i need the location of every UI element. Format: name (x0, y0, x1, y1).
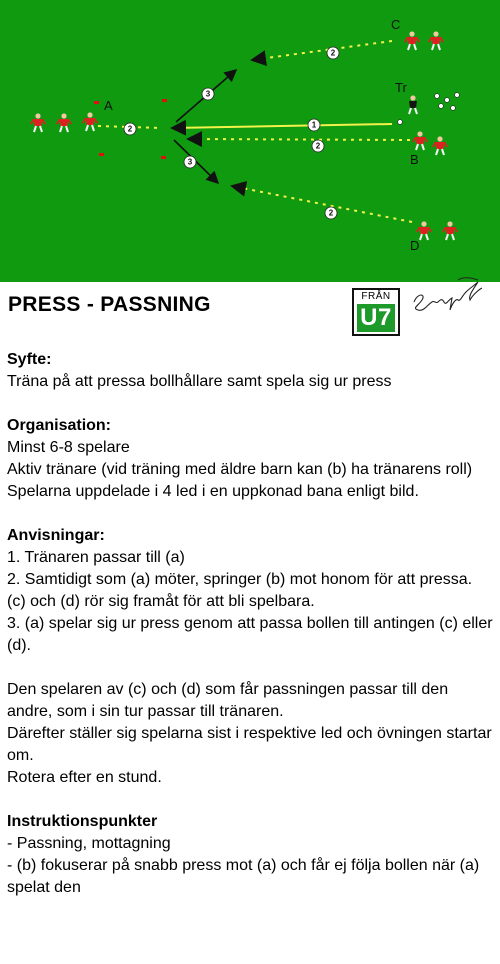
svg-text:2: 2 (315, 141, 321, 151)
section-text: 2. Samtidigt som (a) möter, springer (b) mot honom för att pressa. (c) och (d) rör sig framåt för att bli spelbara. (7, 571, 473, 610)
age-badge-value: U7 (357, 304, 395, 332)
label-c: C (391, 17, 401, 32)
label-d: D (410, 238, 420, 253)
section-extra (7, 679, 495, 789)
section-text: 3. (a) spelar sig ur press genom att passa bollen till antingen (c) eller (d). (7, 615, 493, 654)
section-heading: Syfte: (7, 351, 52, 368)
pass-number-2-middle (312, 140, 324, 152)
section-text: Träna på att pressa bollhållare samt spela sig ur press (7, 373, 392, 390)
section-syfte (7, 349, 495, 393)
section-text: - Passning, mottagning (7, 835, 171, 852)
signature (408, 270, 488, 320)
pass-number-2-left (124, 123, 136, 135)
section-text: Därefter ställer sig spelarna sist i respektive led och övningen startar om. (7, 725, 492, 764)
section-text: Spelarna uppdelade i 4 led i en uppkonad bana enligt bild. (7, 483, 419, 500)
svg-text:2: 2 (328, 208, 334, 218)
section-text: 1. Tränaren passar till (a) (7, 549, 185, 566)
svg-text:3: 3 (205, 89, 211, 99)
section-text: Den spelaren av (c) och (d) som får passningen passar till den andre, som i sin tur passar till tränaren. (7, 681, 449, 720)
section-instruktion (7, 811, 495, 899)
section-text: Rotera efter en stund. (7, 769, 162, 786)
age-badge-label: FRÅN (361, 291, 391, 302)
label-a: A (104, 98, 113, 113)
section-text: Minst 6-8 spelare (7, 439, 130, 456)
page-title: PRESS - PASSNING (8, 293, 211, 316)
pass-number-2-bottom (325, 207, 337, 219)
label-b: B (410, 152, 419, 167)
section-heading: Anvisningar: (7, 527, 105, 544)
svg-text:2: 2 (127, 124, 133, 134)
pass-number-2-top (327, 47, 339, 59)
section-heading: Instruktionspunkter (7, 813, 158, 830)
pass-number-1 (308, 119, 320, 131)
section-text: - (b) fokuserar på snabb press mot (a) och får ej följa bollen när (a) spelat den (7, 857, 480, 896)
svg-text:3: 3 (187, 157, 193, 167)
run-number-3-up (202, 88, 214, 100)
section-organisation (7, 415, 495, 503)
run-number-3-down (184, 156, 196, 168)
age-badge (352, 288, 400, 336)
svg-text:2: 2 (330, 48, 336, 58)
exercise-diagram (0, 0, 500, 282)
label-trainer: Tr (395, 80, 407, 95)
svg-text:1: 1 (311, 120, 317, 130)
section-anvisningar (7, 525, 495, 657)
section-text: Aktiv tränare (vid träning med äldre barn kan (b) ha tränarens roll) (7, 461, 473, 478)
section-heading: Organisation: (7, 417, 112, 434)
